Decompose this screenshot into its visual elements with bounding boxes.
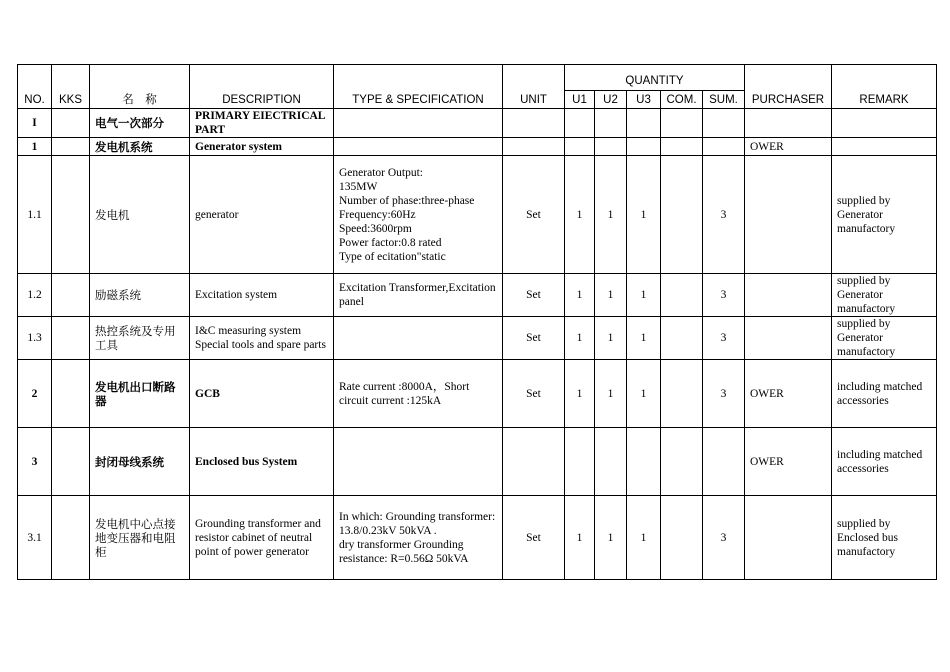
cell-description: Enclosed bus System <box>190 428 334 496</box>
cell-remark <box>832 138 937 156</box>
cell-sum <box>703 428 745 496</box>
cell-description: generator <box>190 156 334 274</box>
cell-name: 发电机中心点接地变压器和电阻柜 <box>90 496 190 580</box>
cell-purchaser <box>745 317 832 360</box>
cell-spec: Rate current :8000A，Short circuit current :125kA <box>334 360 503 428</box>
cell-spec: Generator Output: 135MW Number of phase:three-phase Frequency:60Hz Speed:3600rpm Power factor:0.8 rated Type of ecitation"static <box>334 156 503 274</box>
cell-spec <box>334 317 503 360</box>
cell-kks <box>52 274 90 317</box>
cell-no: 2 <box>18 360 52 428</box>
cell-no: 1 <box>18 138 52 156</box>
table-row <box>18 156 937 274</box>
cell-kks <box>52 317 90 360</box>
cell-name: 励磁系统 <box>90 274 190 317</box>
header-purchaser: PURCHASER <box>745 65 832 109</box>
cell-u3: 1 <box>627 360 661 428</box>
cell-u2: 1 <box>595 317 627 360</box>
cell-name: 热控系统及专用工具 <box>90 317 190 360</box>
cell-spec <box>334 428 503 496</box>
cell-no: I <box>18 109 52 138</box>
cell-u3: 1 <box>627 274 661 317</box>
cell-no: 1.3 <box>18 317 52 360</box>
header-no: NO. <box>18 65 52 109</box>
cell-description: GCB <box>190 360 334 428</box>
header-quantity: QUANTITY <box>565 65 745 91</box>
cell-remark: including matched accessories <box>832 428 937 496</box>
cell-u1 <box>565 428 595 496</box>
cell-unit <box>503 428 565 496</box>
cell-com <box>661 317 703 360</box>
cell-sum: 3 <box>703 496 745 580</box>
cell-sum: 3 <box>703 360 745 428</box>
cell-remark: supplied by Generator manufactory <box>832 274 937 317</box>
cell-name: 发电机 <box>90 156 190 274</box>
table-row <box>18 274 937 317</box>
cell-name: 发电机出口断路器 <box>90 360 190 428</box>
cell-remark <box>832 109 937 138</box>
cell-unit <box>503 138 565 156</box>
cell-description: I&C measuring system Special tools and spare parts <box>190 317 334 360</box>
cell-u2: 1 <box>595 274 627 317</box>
cell-u1 <box>565 138 595 156</box>
cell-u2: 1 <box>595 360 627 428</box>
cell-sum: 3 <box>703 317 745 360</box>
header-com: COM. <box>661 91 703 109</box>
cell-kks <box>52 360 90 428</box>
cell-sum: 3 <box>703 156 745 274</box>
cell-sum: 3 <box>703 274 745 317</box>
header-remark: REMARK <box>832 65 937 109</box>
cell-remark: supplied by Generator manufactory <box>832 317 937 360</box>
header-u2: U2 <box>595 91 627 109</box>
cell-spec: In which: Grounding transformer: 13.8/0.23kV 50kVA . dry transformer Grounding resistance: R=0.56Ω 50kVA <box>334 496 503 580</box>
cell-remark: supplied by Generator manufactory <box>832 156 937 274</box>
cell-kks <box>52 109 90 138</box>
cell-u3 <box>627 138 661 156</box>
cell-u1: 1 <box>565 317 595 360</box>
cell-com <box>661 496 703 580</box>
cell-unit: Set <box>503 360 565 428</box>
header-name: 名 称 <box>90 65 190 109</box>
cell-name: 发电机系统 <box>90 138 190 156</box>
cell-u2 <box>595 428 627 496</box>
cell-com <box>661 274 703 317</box>
cell-u3 <box>627 109 661 138</box>
header-row-top <box>18 65 937 91</box>
cell-u3: 1 <box>627 496 661 580</box>
cell-purchaser <box>745 496 832 580</box>
cell-no: 1.1 <box>18 156 52 274</box>
cell-unit <box>503 109 565 138</box>
table-body <box>18 109 937 580</box>
cell-remark: supplied by Enclosed bus manufactory <box>832 496 937 580</box>
cell-com <box>661 109 703 138</box>
cell-kks <box>52 138 90 156</box>
table-row <box>18 428 937 496</box>
cell-u3: 1 <box>627 317 661 360</box>
header-description: DESCRIPTION <box>190 65 334 109</box>
cell-no: 1.2 <box>18 274 52 317</box>
cell-spec <box>334 109 503 138</box>
cell-u2 <box>595 109 627 138</box>
cell-sum <box>703 138 745 156</box>
cell-name: 封闭母线系统 <box>90 428 190 496</box>
cell-kks <box>52 496 90 580</box>
cell-u1: 1 <box>565 274 595 317</box>
header-u1: U1 <box>565 91 595 109</box>
header-unit: UNIT <box>503 65 565 109</box>
table-row <box>18 109 937 138</box>
cell-u1: 1 <box>565 360 595 428</box>
header-type-spec: TYPE & SPECIFICATION <box>334 65 503 109</box>
cell-description: Generator system <box>190 138 334 156</box>
cell-u3: 1 <box>627 156 661 274</box>
equipment-table <box>17 64 937 580</box>
cell-com <box>661 360 703 428</box>
cell-unit: Set <box>503 156 565 274</box>
cell-purchaser: OWER <box>745 138 832 156</box>
cell-kks <box>52 428 90 496</box>
cell-description: Excitation system <box>190 274 334 317</box>
table-row <box>18 360 937 428</box>
cell-com <box>661 428 703 496</box>
table-row <box>18 496 937 580</box>
cell-description: Grounding transformer and resistor cabinet of neutral point of power generator <box>190 496 334 580</box>
cell-u1: 1 <box>565 496 595 580</box>
cell-sum <box>703 109 745 138</box>
cell-no: 3.1 <box>18 496 52 580</box>
cell-unit: Set <box>503 496 565 580</box>
cell-unit: Set <box>503 274 565 317</box>
cell-purchaser: OWER <box>745 428 832 496</box>
cell-purchaser: OWER <box>745 360 832 428</box>
cell-remark: including matched accessories <box>832 360 937 428</box>
cell-com <box>661 138 703 156</box>
cell-unit: Set <box>503 317 565 360</box>
table-row <box>18 138 937 156</box>
header-u3: U3 <box>627 91 661 109</box>
header-kks: KKS <box>52 65 90 109</box>
cell-purchaser <box>745 274 832 317</box>
table-row <box>18 317 937 360</box>
cell-u2: 1 <box>595 496 627 580</box>
cell-com <box>661 156 703 274</box>
cell-purchaser <box>745 109 832 138</box>
cell-no: 3 <box>18 428 52 496</box>
cell-name: 电气一次部分 <box>90 109 190 138</box>
cell-kks <box>52 156 90 274</box>
cell-u3 <box>627 428 661 496</box>
cell-spec <box>334 138 503 156</box>
cell-description: PRIMARY EIECTRICAL PART <box>190 109 334 138</box>
header-sum: SUM. <box>703 91 745 109</box>
cell-u2 <box>595 138 627 156</box>
cell-u1 <box>565 109 595 138</box>
cell-u1: 1 <box>565 156 595 274</box>
cell-spec: Excitation Transformer,Excitation panel <box>334 274 503 317</box>
cell-purchaser <box>745 156 832 274</box>
cell-u2: 1 <box>595 156 627 274</box>
